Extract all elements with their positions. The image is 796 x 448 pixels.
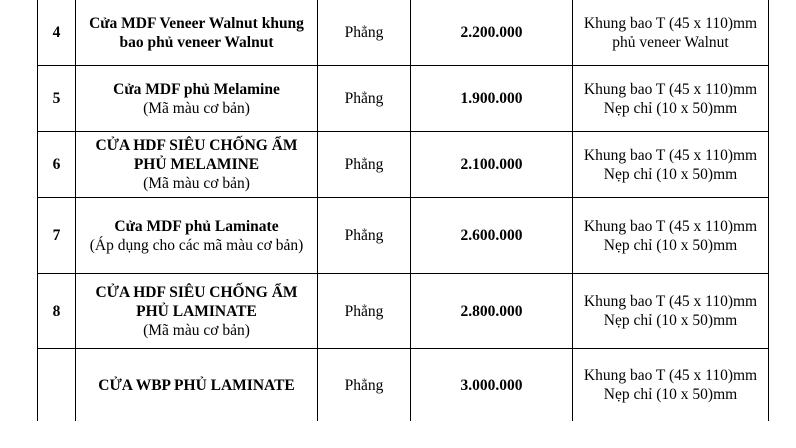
product-type: Phẳng: [318, 349, 411, 422]
table-row: [38, 0, 769, 66]
table-row: [38, 274, 769, 349]
note-line: Khung bao T (45 x 110)mm: [583, 80, 758, 98]
product-price: 2.600.000: [411, 198, 573, 274]
product-price: 1.900.000: [411, 66, 573, 132]
product-name-cell: [76, 66, 318, 132]
product-note: [573, 198, 769, 274]
product-type: Phẳng: [318, 132, 411, 198]
note-line: Nẹp chỉ (10 x 50)mm: [603, 386, 738, 403]
product-subtitle: (Mã màu cơ bản): [143, 99, 250, 117]
note-line: Nẹp chỉ (10 x 50)mm: [603, 165, 738, 183]
product-type: Phẳng: [318, 198, 411, 274]
note-line: Khung bao T (45 x 110)mm: [583, 14, 758, 32]
row-number: [38, 349, 76, 422]
note-line: Khung bao T (45 x 110)mm: [583, 217, 758, 235]
table-row: [38, 132, 769, 198]
product-name: Cửa MDF Veneer Walnut khung bao phủ veneer Walnut: [89, 14, 304, 51]
row-number: 5: [38, 66, 76, 132]
product-price: 3.000.000: [411, 349, 573, 422]
product-note: [573, 66, 769, 132]
row-number: 7: [38, 198, 76, 274]
product-type: Phẳng: [318, 0, 411, 66]
note-line: phủ veneer Walnut: [612, 33, 729, 51]
table-row: [38, 349, 769, 422]
product-name: CỬA HDF SIÊU CHỐNG ẨM PHỦ MELAMINE: [95, 137, 298, 173]
note-line: Nẹp chỉ (10 x 50)mm: [603, 312, 738, 329]
product-name-cell: [76, 132, 318, 198]
product-subtitle: (Mã màu cơ bản): [143, 321, 250, 339]
product-subtitle: (Mã màu cơ bản): [143, 175, 250, 192]
product-note: [573, 0, 769, 66]
product-type: Phẳng: [318, 66, 411, 132]
product-name: Cửa MDF phủ Laminate: [114, 217, 279, 235]
product-subtitle: (Áp dụng cho các mã màu cơ bản): [89, 236, 304, 254]
product-price: 2.800.000: [411, 274, 573, 349]
product-name: CỬA HDF SIÊU CHỐNG ẨM PHỦ LAMINATE: [95, 283, 298, 320]
note-line: Khung bao T (45 x 110)mm: [583, 146, 758, 164]
product-price: 2.100.000: [411, 132, 573, 198]
row-number: 8: [38, 274, 76, 349]
product-name-cell: [76, 0, 318, 66]
table-row: [38, 198, 769, 274]
product-name-cell: [76, 349, 318, 422]
note-line: Nẹp chỉ (10 x 50)mm: [603, 99, 738, 117]
product-name: CỬA WBP PHỦ LAMINATE: [98, 376, 295, 394]
table-row: [38, 66, 769, 132]
product-name-cell: [76, 198, 318, 274]
note-line: Khung bao T (45 x 110)mm: [583, 293, 758, 310]
product-price: 2.200.000: [411, 0, 573, 66]
product-note: [573, 349, 769, 422]
row-number: 4: [38, 0, 76, 66]
door-price-table: [37, 0, 769, 421]
product-note: [573, 132, 769, 198]
product-type: Phẳng: [318, 274, 411, 349]
note-line: Nẹp chỉ (10 x 50)mm: [603, 236, 738, 254]
product-note: [573, 274, 769, 349]
note-line: Khung bao T (45 x 110)mm: [583, 367, 758, 384]
product-name-cell: [76, 274, 318, 349]
product-name: Cửa MDF phủ Melamine: [113, 80, 280, 98]
row-number: 6: [38, 132, 76, 198]
